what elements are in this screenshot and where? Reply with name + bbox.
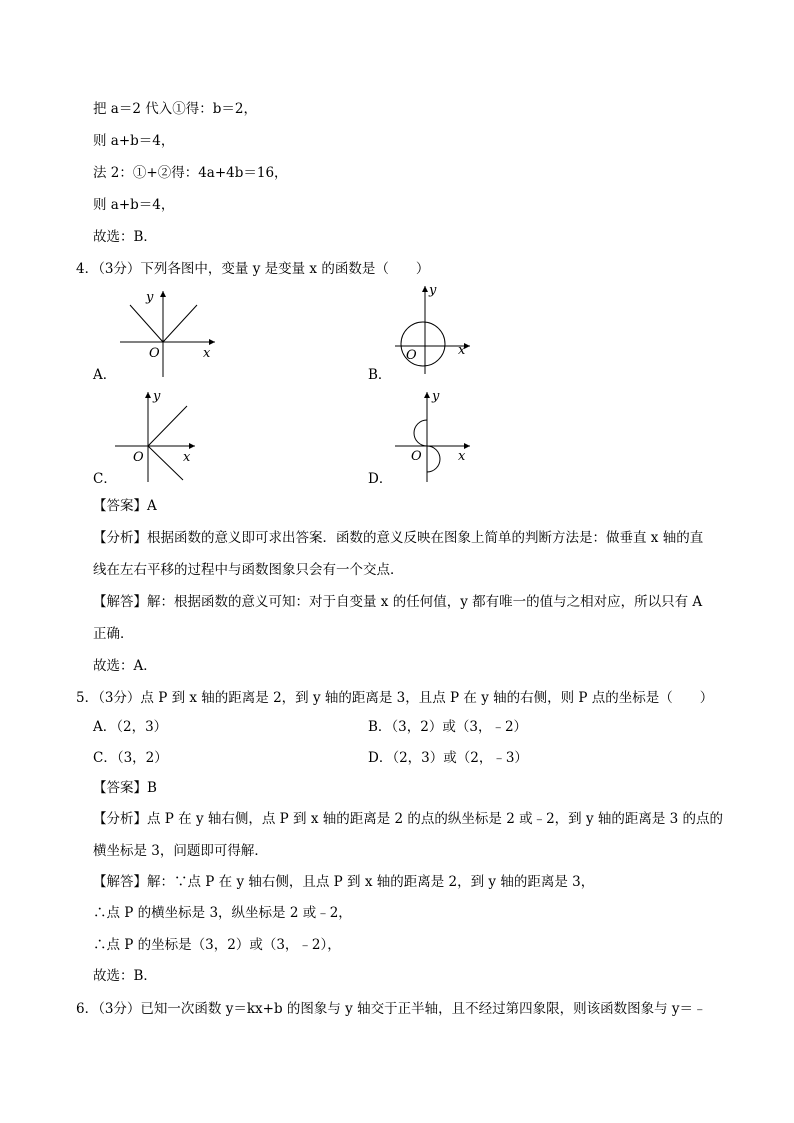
analysis-line: 【分析】点 P 在 y 轴右侧，点 P 到 x 轴的距离是 2 的点的纵坐标是 2 或﹣2，到 y 轴的距离是 3 的点的 xyxy=(93,811,724,827)
analysis-line: 线在左右平移的过程中与函数图象只会有一个交点． xyxy=(93,562,404,578)
text-line: 故选：B． xyxy=(93,229,157,245)
graph-b xyxy=(390,282,480,377)
axis-x-label: x xyxy=(458,449,466,464)
axis-x-label: x xyxy=(203,346,211,361)
analysis-line: 横坐标是 3，问题即可得解． xyxy=(93,843,268,859)
analysis-line: 【分析】根据函数的意义即可求出答案．函数的意义反映在图象上简单的判断方法是：做垂直 x 轴的直 xyxy=(93,530,704,546)
origin-label: O xyxy=(411,449,422,464)
question-4-stem: 4．（3分）下列各图中，变量 y 是变量 x 的函数是（ ） xyxy=(76,261,430,277)
axis-y-label: y xyxy=(153,389,161,404)
axis-x-label: x xyxy=(183,450,191,465)
choose-line: 故选：A． xyxy=(93,658,157,674)
text-line: 则 a+b＝4， xyxy=(93,197,175,213)
option-b-label: B． xyxy=(368,367,392,383)
option-c-label: C． xyxy=(93,471,117,487)
option-a-label: A． xyxy=(93,367,117,383)
question-6-stem: 6．（3分）已知一次函数 y＝kx+b 的图象与 y 轴交于正半轴，且不经过第四象限，则该函数图象与 y＝﹣ xyxy=(76,1001,707,1017)
axis-x-label: x xyxy=(458,343,466,358)
solution-line: 【解答】解：根据函数的意义可知：对于自变量 x 的任何值，y 都有唯一的值与之相对应，所以只有 A xyxy=(93,594,703,610)
option-d-label: D． xyxy=(368,471,393,487)
text-line: 把 a＝2 代入①得：b＝2， xyxy=(93,101,257,117)
axis-y-label: y xyxy=(146,290,154,305)
graph-c xyxy=(115,388,205,483)
answer-line: 【答案】A xyxy=(93,498,157,514)
graph-a xyxy=(115,285,225,380)
option-c: C．（3，2） xyxy=(93,750,168,766)
option-a: A．（2，3） xyxy=(93,719,168,735)
origin-label: O xyxy=(133,450,144,465)
axis-y-label: y xyxy=(429,283,437,298)
axis-y-label: y xyxy=(432,389,440,404)
text-line: 则 a+b＝4， xyxy=(93,133,175,149)
answer-line: 【答案】B xyxy=(93,780,157,796)
solution-line: 【解答】解：∵点 P 在 y 轴右侧，且点 P 到 x 轴的距离是 2，到 y 轴的距离是 3， xyxy=(93,874,595,890)
origin-label: O xyxy=(406,348,417,363)
choose-line: 故选：B． xyxy=(93,968,157,984)
question-5-stem: 5．（3分）点 P 到 x 轴的距离是 2，到 y 轴的距离是 3，且点 P 在 y 轴的右侧，则 P 点的坐标是（ ） xyxy=(76,690,714,706)
option-d: D．（2，3）或（2，﹣3） xyxy=(368,750,528,766)
graph-d xyxy=(390,388,480,483)
origin-label: O xyxy=(149,346,160,361)
solution-line: ∴点 P 的横坐标是 3，纵坐标是 2 或﹣2， xyxy=(93,905,352,921)
text-line: 法 2：①+②得：4a+4b＝16， xyxy=(93,165,288,181)
solution-line: 正确． xyxy=(93,626,134,642)
option-b: B．（3，2）或（3，﹣2） xyxy=(368,719,528,735)
solution-line: ∴点 P 的坐标是（3，2）或（3，﹣2）， xyxy=(93,937,341,953)
